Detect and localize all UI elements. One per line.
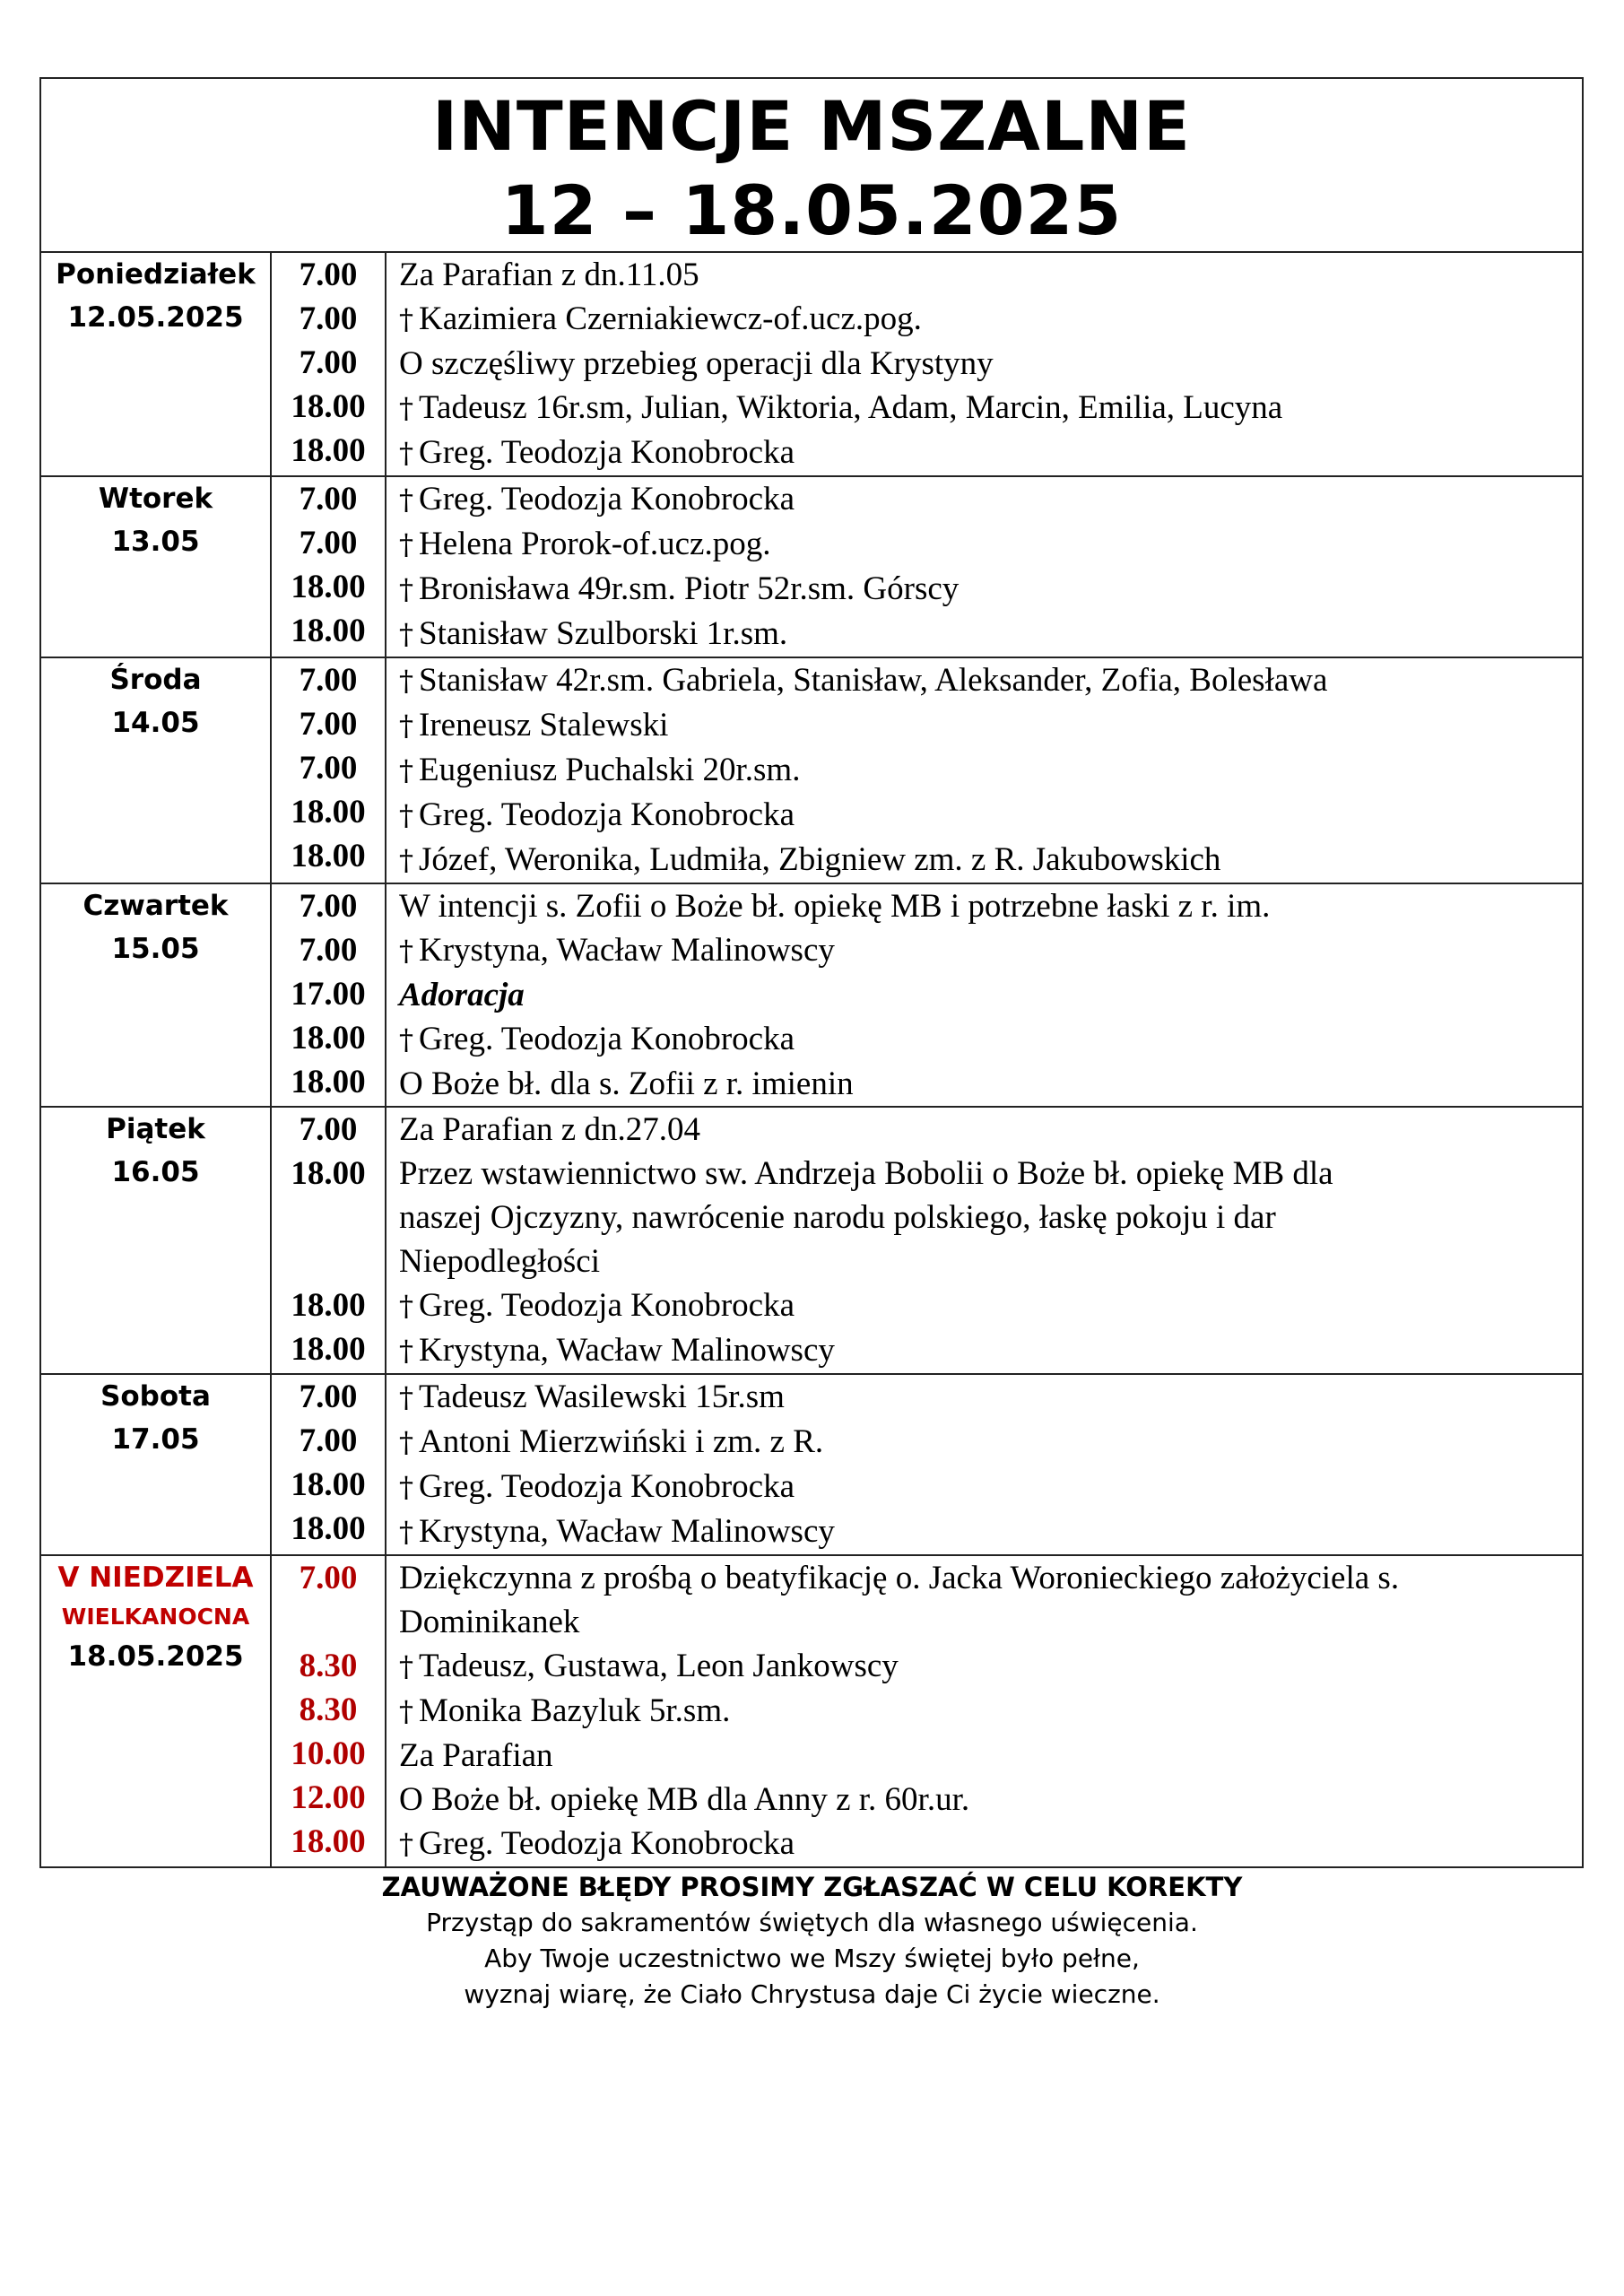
intention-line [386, 522, 1582, 567]
cross-icon: † [399, 753, 413, 787]
cross-icon: † [399, 1515, 413, 1549]
cross-icon: † [399, 1827, 413, 1861]
day-row [41, 657, 1582, 883]
cross-icon: † [399, 934, 413, 968]
cross-icon: † [399, 483, 413, 517]
day-row [41, 1374, 1582, 1555]
mass-time: 18.00 [291, 1020, 366, 1057]
day-name: Wtorek [98, 483, 213, 515]
footer-line-3: wyznaj wiarę, że Ciało Chrystusa daje Ci życie wieczne. [464, 1979, 1160, 2009]
cross-icon: † [399, 1425, 413, 1459]
day-date: 18.05.2025 [67, 1640, 244, 1673]
intention-cell [386, 1107, 1582, 1374]
day-subname: WIELKANOCNA [61, 1604, 250, 1630]
intention-text: Za Parafian z dn.27.04 [399, 1111, 700, 1148]
intention-line [386, 1328, 1582, 1373]
intention-line [386, 1017, 1582, 1062]
intention-line [386, 386, 1582, 430]
time-spacer [272, 1196, 385, 1239]
mass-time: 7.00 [299, 750, 358, 787]
intention-text: Greg. Teodozja Konobrocka [419, 481, 795, 517]
intention-text: Przez wstawiennictwo sw. Andrzeja Bobolii o Boże bł. opiekę MB dla [399, 1155, 1333, 1192]
mass-time: 18.00 [291, 432, 366, 469]
mass-time: 7.00 [299, 257, 358, 293]
intention-text: Adoracja [399, 977, 525, 1013]
intention-cell [386, 476, 1582, 657]
intention-cell [386, 1555, 1582, 1866]
intention-text: Ireneusz Stalewski [419, 707, 669, 744]
mass-time: 7.00 [299, 344, 358, 381]
mass-time: 7.00 [299, 1378, 358, 1415]
intention-line [386, 567, 1582, 612]
time-spacer [272, 1239, 385, 1283]
mass-time: 18.00 [291, 1823, 366, 1860]
intention-line [386, 1778, 1582, 1822]
intention-text: O Boże bł. opiekę MB dla Anny z r. 60r.ur. [399, 1781, 970, 1818]
cross-icon: † [399, 1470, 413, 1504]
day-row [41, 1555, 1582, 1866]
intention-text: Za Parafian z dn.11.05 [399, 257, 699, 293]
intention-line [386, 430, 1582, 475]
intention-line [386, 1465, 1582, 1509]
intention-text: Monika Bazyluk 5r.sm. [419, 1692, 731, 1729]
cross-icon: † [399, 843, 413, 877]
cross-icon: † [399, 527, 413, 561]
cross-icon: † [399, 1380, 413, 1414]
intention-line [386, 1152, 1582, 1196]
intention-line [386, 793, 1582, 838]
intention-text: Dominikanek [399, 1604, 580, 1640]
mass-time: 7.00 [299, 932, 358, 969]
intention-line [386, 973, 1582, 1017]
footer-line-2: Aby Twoje uczestnictwo we Mszy świętej było pełne, [484, 1944, 1140, 1973]
mass-time: 7.00 [299, 1560, 358, 1596]
intention-text: Greg. Teodozja Konobrocka [419, 796, 795, 833]
intention-text: O Boże bł. dla s. Zofii z r. imienin [399, 1065, 854, 1102]
cross-icon: † [399, 1649, 413, 1683]
mass-time: 10.00 [291, 1735, 366, 1772]
intention-line [386, 342, 1582, 386]
intention-text: naszej Ojczyzny, nawrócenie narodu polskiego, łaskę pokoju i dar [399, 1199, 1276, 1236]
intention-text: Bronisława 49r.sm. Piotr 52r.sm. Górscy [419, 570, 960, 607]
intention-line [386, 1283, 1582, 1328]
intention-text: Stanisław 42r.sm. Gabriela, Stanisław, Aleksander, Zofia, Bolesława [419, 662, 1328, 699]
day-cell [41, 657, 271, 883]
intention-line [386, 612, 1582, 657]
day-cell [41, 476, 271, 657]
mass-time: 18.00 [291, 1510, 366, 1547]
mass-time: 18.00 [291, 838, 366, 874]
day-name: Sobota [100, 1380, 211, 1413]
intention-text: Krystyna, Wacław Malinowscy [419, 1332, 835, 1369]
intention-line [386, 1689, 1582, 1734]
mass-time: 7.00 [299, 481, 358, 517]
intention-line [386, 1196, 1582, 1239]
mass-time: 18.00 [291, 1466, 366, 1503]
intention-text: Greg. Teodozja Konobrocka [419, 1468, 795, 1505]
day-cell [41, 1374, 271, 1555]
day-cell [41, 1107, 271, 1374]
cross-icon: † [399, 798, 413, 832]
intention-line [386, 658, 1582, 703]
intention-line [386, 1600, 1582, 1644]
intention-text: Helena Prorok-of.ucz.pog. [419, 526, 771, 562]
intention-text: Za Parafian [399, 1737, 553, 1774]
mass-time: 7.00 [299, 706, 358, 743]
time-cell [271, 1374, 386, 1555]
intention-text: Tadeusz Wasilewski 15r.sm [419, 1378, 785, 1415]
intention-text: Krystyna, Wacław Malinowscy [419, 1513, 835, 1550]
intention-line [386, 297, 1582, 342]
day-row [41, 253, 1582, 476]
cross-icon: † [399, 302, 413, 336]
day-cell [41, 883, 271, 1107]
day-name: Poniedziałek [56, 258, 256, 291]
intention-text: Tadeusz, Gustawa, Leon Jankowscy [419, 1648, 899, 1684]
intention-text: Greg. Teodozja Konobrocka [419, 1287, 795, 1324]
time-cell [271, 1555, 386, 1866]
intentions-table [41, 253, 1582, 1866]
cross-icon: † [399, 617, 413, 651]
intention-line [386, 1556, 1582, 1600]
time-cell [271, 1107, 386, 1374]
intention-line [386, 1108, 1582, 1152]
day-row [41, 883, 1582, 1107]
intention-text: Greg. Teodozja Konobrocka [419, 434, 795, 471]
intention-text: Józef, Weronika, Ludmiła, Zbigniew zm. z R. Jakubowskich [419, 841, 1221, 878]
mass-time: 18.00 [291, 1155, 366, 1192]
mass-time: 7.00 [299, 888, 358, 925]
mass-time: 7.00 [299, 525, 358, 561]
intention-cell [386, 253, 1582, 476]
footer-line-1: Przystąp do sakramentów świętych dla własnego uświęcenia. [426, 1908, 1198, 1937]
intention-line [386, 838, 1582, 883]
intention-line [386, 1375, 1582, 1420]
time-cell [271, 476, 386, 657]
intention-text: W intencji s. Zofii o Boże bł. opiekę MB i potrzebne łaski z r. im. [399, 888, 1271, 925]
day-cell [41, 1555, 271, 1866]
intention-line [386, 703, 1582, 748]
page-title: INTENCJE MSZALNE [432, 86, 1191, 166]
intention-cell [386, 883, 1582, 1107]
day-cell [41, 253, 271, 476]
intention-text: Eugeniusz Puchalski 20r.sm. [419, 752, 801, 788]
intention-line [386, 1239, 1582, 1283]
intention-line [386, 1062, 1582, 1106]
intention-line [386, 748, 1582, 793]
intention-line [386, 884, 1582, 928]
intention-line [386, 1644, 1582, 1689]
time-spacer [272, 1600, 385, 1644]
intention-text: Krystyna, Wacław Malinowscy [419, 932, 835, 969]
day-name: V NIEDZIELA [57, 1561, 254, 1594]
intentions-body [41, 253, 1582, 1866]
intention-text: Niepodległości [399, 1243, 601, 1280]
mass-time: 8.30 [299, 1692, 358, 1728]
intention-cell [386, 657, 1582, 883]
intention-text: Tadeusz 16r.sm, Julian, Wiktoria, Adam, Marcin, Emilia, Lucyna [419, 389, 1283, 426]
mass-time: 7.00 [299, 1422, 358, 1459]
day-row [41, 1107, 1582, 1374]
intention-line [386, 928, 1582, 973]
intention-text: Stanisław Szulborski 1r.sm. [419, 615, 788, 652]
time-cell [271, 253, 386, 476]
mass-time: 7.00 [299, 1111, 358, 1148]
mass-time: 17.00 [291, 976, 366, 1013]
page-date-range: 12 – 18.05.2025 [500, 170, 1123, 250]
day-date: 16.05 [111, 1156, 200, 1188]
day-row [41, 476, 1582, 657]
cross-icon: † [399, 709, 413, 743]
intention-text: Greg. Teodozja Konobrocka [419, 1825, 795, 1862]
footer-warning: ZAUWAŻONE BŁĘDY PROSIMY ZGŁASZAĆ W CELU KOREKTY [381, 1872, 1243, 1902]
cross-icon: † [399, 1694, 413, 1728]
intention-text: O szczęśliwy przebieg operacji dla Krystyny [399, 345, 994, 382]
day-name: Środa [109, 664, 202, 696]
title-block [41, 79, 1582, 253]
cross-icon: † [399, 664, 413, 698]
intention-line [386, 1822, 1582, 1866]
intention-cell [386, 1374, 1582, 1555]
intention-line [386, 1420, 1582, 1465]
intention-line [386, 477, 1582, 522]
day-name: Piątek [106, 1113, 205, 1145]
cross-icon: † [399, 1022, 413, 1057]
day-name: Czwartek [83, 890, 229, 922]
intention-line [386, 253, 1582, 297]
day-date: 15.05 [111, 933, 200, 965]
cross-icon: † [399, 391, 413, 425]
day-date: 12.05.2025 [67, 301, 244, 334]
mass-time: 12.00 [291, 1779, 366, 1816]
mass-time: 7.00 [299, 300, 358, 337]
cross-icon: † [399, 1289, 413, 1323]
day-date: 14.05 [111, 707, 200, 739]
day-date: 17.05 [111, 1423, 200, 1456]
mass-time: 18.00 [291, 794, 366, 831]
intention-line [386, 1509, 1582, 1554]
day-date: 13.05 [111, 526, 200, 558]
mass-time: 7.00 [299, 662, 358, 699]
cross-icon: † [399, 1334, 413, 1368]
intention-text: Kazimiera Czerniakiewcz-of.ucz.pog. [419, 300, 922, 337]
cross-icon: † [399, 436, 413, 470]
time-cell [271, 883, 386, 1107]
mass-time: 18.00 [291, 613, 366, 649]
mass-time: 8.30 [299, 1648, 358, 1684]
intention-text: Greg. Teodozja Konobrocka [419, 1021, 795, 1057]
intention-text: Dziękczynna z prośbą o beatyfikację o. Jacka Woronieckiego założyciela s. [399, 1560, 1400, 1596]
mass-time: 18.00 [291, 388, 366, 425]
footer [0, 1869, 1624, 2013]
intention-line [386, 1734, 1582, 1778]
mass-time: 18.00 [291, 1331, 366, 1368]
cross-icon: † [399, 572, 413, 606]
mass-time: 18.00 [291, 1287, 366, 1324]
mass-time: 18.00 [291, 569, 366, 605]
mass-time: 18.00 [291, 1064, 366, 1100]
time-cell [271, 657, 386, 883]
schedule-frame [39, 77, 1584, 1868]
intention-text: Antoni Mierzwiński i zm. z R. [419, 1423, 824, 1460]
